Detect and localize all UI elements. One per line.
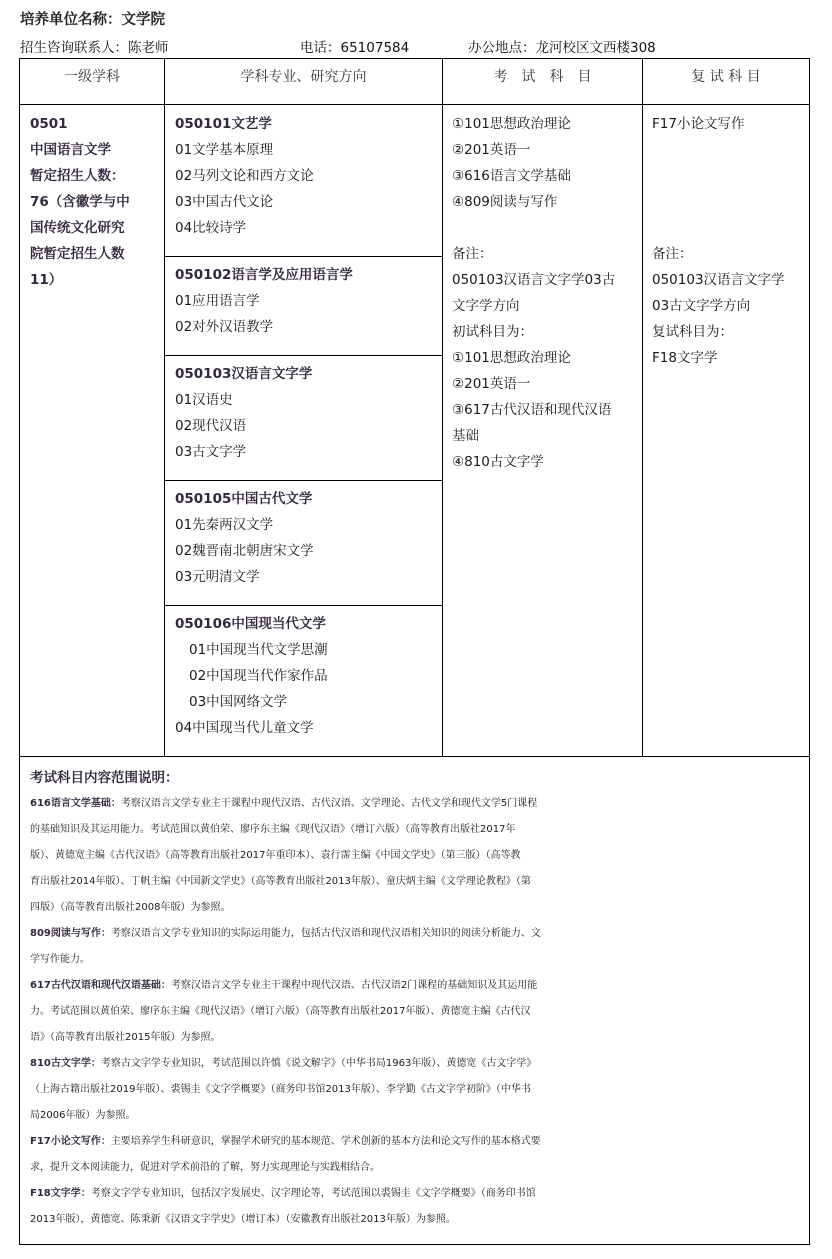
direction-item: 04比较诗学 [175,220,247,236]
note-item: 809阅读与写作：考察汉语言文学专业知识的实际运用能力，包括古代汉语和现代汉语相关知识的阅读分析能力、文 学写作能力。 [30,928,541,965]
row-divider [164,256,442,257]
exam-subject: ④809阅读与写作 [452,194,558,210]
direction-item: 02魏晋南北朝唐宋文学 [175,543,314,559]
exam-note-line: 初试科目为： [452,324,533,340]
quota-line: 暂定招生人数： [30,168,125,184]
exam-note-line: ②201英语一 [452,376,531,392]
contact-person: 招生咨询联系人：陈老师 [20,40,169,56]
notes-heading: 考试科目内容范围说明： [30,770,179,786]
exam-subject: ①101思想政治理论 [452,116,571,132]
unit-label: 培养单位名称： [20,12,122,28]
direction-item: 03古文字学 [175,444,247,460]
header-retest: 复 试 科 目 [691,69,761,85]
quota-line: 院暂定招生人数 [30,246,125,262]
col-divider [642,59,643,756]
header-exam: 考 试 科 目 [493,69,592,85]
exam-note-line: 基础 [452,428,479,444]
exam-note-line: 文字学方向 [452,298,520,314]
note-item: 617古代汉语和现代汉语基础：考察汉语言文学专业主干课程中现代汉语、古代汉语2门课程的基础知识及其运用能 力。考试范围以黄伯荣、廖序东主编《现代汉语》（增订六版）（高等教育出版社2017年版）、黄德宽主编《古代汉 语》（高等教育出版社2015年版）为参照。 [30,980,538,1043]
note-label: F17小论文写作： [30,1136,111,1147]
exam-note-line: 备注： [452,246,493,262]
direction-item: 01先秦两汉文学 [175,517,274,533]
direction-item: 02中国现当代作家作品 [189,668,328,684]
contact-office: 办公地点：龙河校区文西楼308 [468,40,656,56]
note-item: 616语言文学基础：考察汉语言文学专业主干课程中现代汉语、古代汉语、文学理论、古代文学和现代文学5门课程 的基础知识及其运用能力。考试范围以黄伯荣、廖序东主编《现代汉语》（增订六版）（高等教育出版社2017年 版）、黄德宽主编《古代汉语》（高等教育出版社2017年重印本）、袁行霈主编《中国文学史》（第三版）（高等教 育出版社2014年版）、丁帆主编《中国新文学史》（高等教育出版社2013年版）、童庆炳主编《文学理论教程》（第 四版）（高等教育出版社2008年版）为参照。 [30,798,538,913]
direction-item: 01汉语史 [175,392,233,408]
retest-note-line: F18文字学 [652,350,718,366]
contact-phone: 电话：65107584 [300,40,410,56]
discipline-code: 0501 [30,116,68,132]
col-divider [164,59,165,756]
direction-item: 01中国现当代文学思潮 [189,642,328,658]
major-title: 050101文艺学 [175,116,272,132]
unit-name [20,8,165,29]
retest-subject: F17小论文写作 [652,116,745,132]
exam-note-line: 050103汉语言文字学03古 [452,272,616,288]
major-block [175,111,437,241]
discipline-cell [30,111,160,293]
major-title: 050105中国古代文学 [175,491,313,507]
discipline-name: 中国语言文学 [30,142,111,158]
direction-item: 03元明清文学 [175,569,260,585]
quota-line: 国传统文化研究 [30,220,125,236]
exam-scope-notes [30,765,802,1233]
exam-subject: ②201英语一 [452,142,531,158]
row-divider [164,355,442,356]
direction-item: 01应用语言学 [175,293,260,309]
direction-item: 02现代汉语 [175,418,247,434]
unit-value: 文学院 [121,12,165,28]
quota-line: 76（含徽学与中 [30,194,130,210]
note-label: 809阅读与写作： [30,928,111,939]
note-label: 616语言文学基础： [30,798,121,809]
note-item: F17小论文写作：主要培养学生科研意识，掌握学术研究的基本规范、学术创新的基本方法和论文写作的基本格式要 求，提升文本阅读能力，促进对学术前沿的了解，努力实现理论与实践相结合。 [30,1136,541,1173]
col-divider [442,59,443,756]
direction-item: 03中国古代文论 [175,194,274,210]
direction-item: 02马列文论和西方文论 [175,168,314,184]
row-divider [164,480,442,481]
major-block [175,486,437,590]
retest-note-line: 03古文字学方向 [652,298,751,314]
note-label: F18文字学： [30,1188,91,1199]
exam-note-line: ①101思想政治理论 [452,350,571,366]
retest-note-line: 050103汉语言文字学 [652,272,785,288]
admission-table [19,58,810,1245]
exam-subjects-cell [452,111,638,475]
major-block [175,262,437,340]
retest-subjects-cell [652,111,807,371]
note-item: F18文字学：考察文字学专业知识，包括汉字发展史、汉字理论等，考试范围以裘锡圭《文字学概要》（商务印书馆 2013年版），黄德宽、陈秉新《汉语文字学史》（增订本）（安徽教育出版社2013年版）为参照。 [30,1188,536,1225]
major-title: 050103汉语言文字学 [175,366,313,382]
direction-item: 03中国网络文学 [189,694,288,710]
major-title: 050102语言学及应用语言学 [175,267,353,283]
row-divider [164,605,442,606]
exam-subject: ③616语言文学基础 [452,168,571,184]
direction-item: 02对外汉语教学 [175,319,274,335]
note-label: 810古文字学： [30,1058,101,1069]
header-discipline: 一级学科 [64,69,120,85]
retest-note-line: 备注： [652,246,693,262]
body-divider [20,756,809,757]
major-title: 050106中国现当代文学 [175,616,326,632]
retest-note-line: 复试科目为： [652,324,733,340]
major-block [175,611,437,741]
note-label: 617古代汉语和现代汉语基础： [30,980,171,991]
direction-item: 04中国现当代儿童文学 [175,720,314,736]
exam-note-line: ④810古文字学 [452,454,544,470]
header-major: 学科专业、研究方向 [240,69,367,85]
note-item: 810古文字学：考察古文字学专业知识，考试范围以许慎《说文解字》（中华书局1963年版）、黄德宽《古文字学》 （上海古籍出版社2019年版）、裘锡圭《文字学概要》（商务印书馆2013年版）、李学勤《古文字学初阶》（中华书 局2006年版）为参照。 [30,1058,537,1121]
exam-note-line: ③617古代汉语和现代汉语 [452,402,612,418]
quota-line: 11） [30,272,63,288]
direction-item: 01文学基本原理 [175,142,274,158]
major-block [175,361,437,465]
